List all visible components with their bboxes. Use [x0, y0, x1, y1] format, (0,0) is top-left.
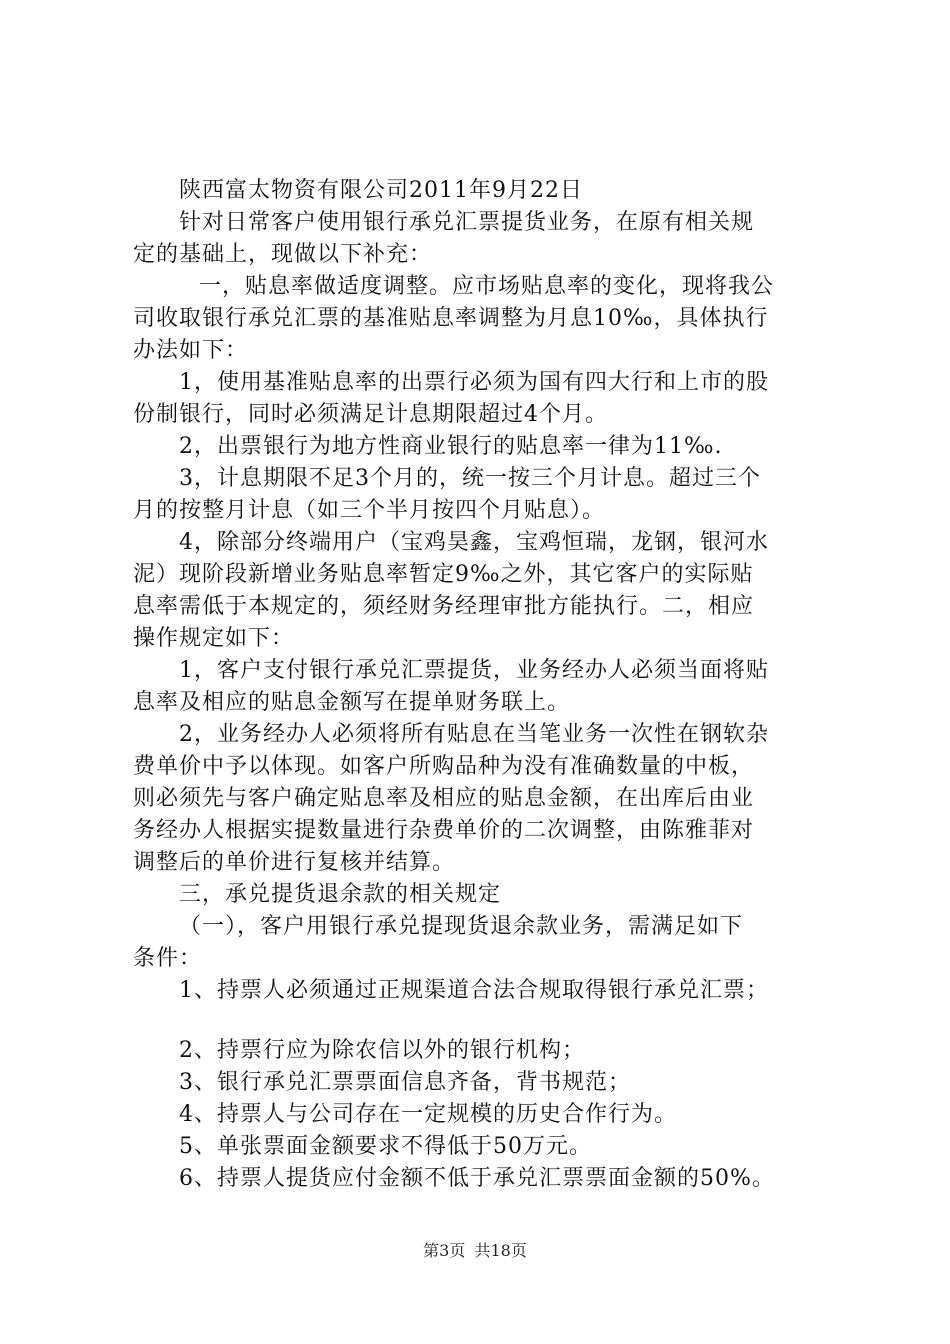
text-line: 一，贴息率做适度调整。应市场贴息率的变化，现将我公	[199, 274, 775, 299]
text-line: 4，除部分终端用户（宝鸡昊鑫，宝鸡恒瑞，龙钢，银河水	[179, 530, 769, 555]
text-line: （一），客户用银行承兑提现货退余款业务，需满足如下	[179, 914, 744, 939]
text-line: 泥）现阶段新增业务贴息率暂定9‰之外，其它客户的实际贴	[133, 562, 754, 587]
page-footer	[0, 1238, 950, 1261]
list-item: 3、银行承兑汇票票面信息齐备，背书规范；	[179, 1070, 631, 1095]
text-line: 1，客户支付银行承兑汇票提货，业务经办人必须当面将贴	[179, 658, 769, 683]
date-line: 陕西富太物资有限公司2011年9月22日	[179, 178, 583, 203]
text-line: 2，出票银行为地方性商业银行的贴息率一律为11‰.	[179, 434, 723, 459]
list-item: 4、持票人与公司存在一定规模的历史合作行为。	[179, 1102, 677, 1127]
text-line: 司收取银行承兑汇票的基准贴息率调整为月息10‰，具体执行	[133, 306, 769, 331]
text-line: 份制银行，同时必须满足计息期限超过4个月。	[133, 402, 608, 427]
text-line: 息率需低于本规定的，须经财务经理审批方能执行。二，相应	[133, 594, 755, 619]
page-number: 第3页	[423, 1241, 466, 1260]
section-heading: 三，承兑提货退余款的相关规定	[179, 882, 502, 907]
text-line: 条件：	[133, 946, 203, 971]
list-item: 1、持票人必须通过正规渠道合法合规取得银行承兑汇票；	[179, 978, 769, 1003]
text-line: 务经办人根据实提数量进行杂费单价的二次调整，由陈雅菲对	[133, 818, 755, 843]
text-line: 办法如下：	[133, 338, 249, 363]
text-line: 则必须先与客户确定贴息率及相应的贴息金额，在出库后由业	[133, 786, 755, 811]
text-line: 息率及相应的贴息金额写在提单财务联上。	[133, 690, 571, 715]
list-item: 2、持票行应为除农信以外的银行机构；	[179, 1038, 585, 1063]
list-item: 6、持票人提货应付金额不低于承兑汇票票面金额的50%。	[179, 1166, 775, 1191]
text-line: 1，使用基准贴息率的出票行必须为国有四大行和上市的股	[179, 370, 769, 395]
text-line: 定的基础上，现做以下补充：	[133, 242, 433, 267]
list-item: 5、单张票面金额要求不得低于50万元。	[179, 1134, 592, 1159]
text-line: 月的按整月计息（如三个半月按四个月贴息）。	[133, 498, 606, 523]
page-total: 共18页	[474, 1241, 527, 1260]
text-line: 操作规定如下：	[133, 626, 295, 651]
text-line: 调整后的单价进行复核并结算。	[133, 850, 456, 875]
text-line: 3，计息期限不足3个月的，统一按三个月计息。超过三个	[179, 466, 761, 491]
text-line: 费单价中予以体现。如客户所购品种为没有准确数量的中板，	[133, 754, 755, 779]
text-line: 2，业务经办人必须将所有贴息在当笔业务一次性在钢软杂	[179, 722, 769, 747]
text-line: 针对日常客户使用银行承兑汇票提货业务，在原有相关规	[179, 210, 755, 235]
